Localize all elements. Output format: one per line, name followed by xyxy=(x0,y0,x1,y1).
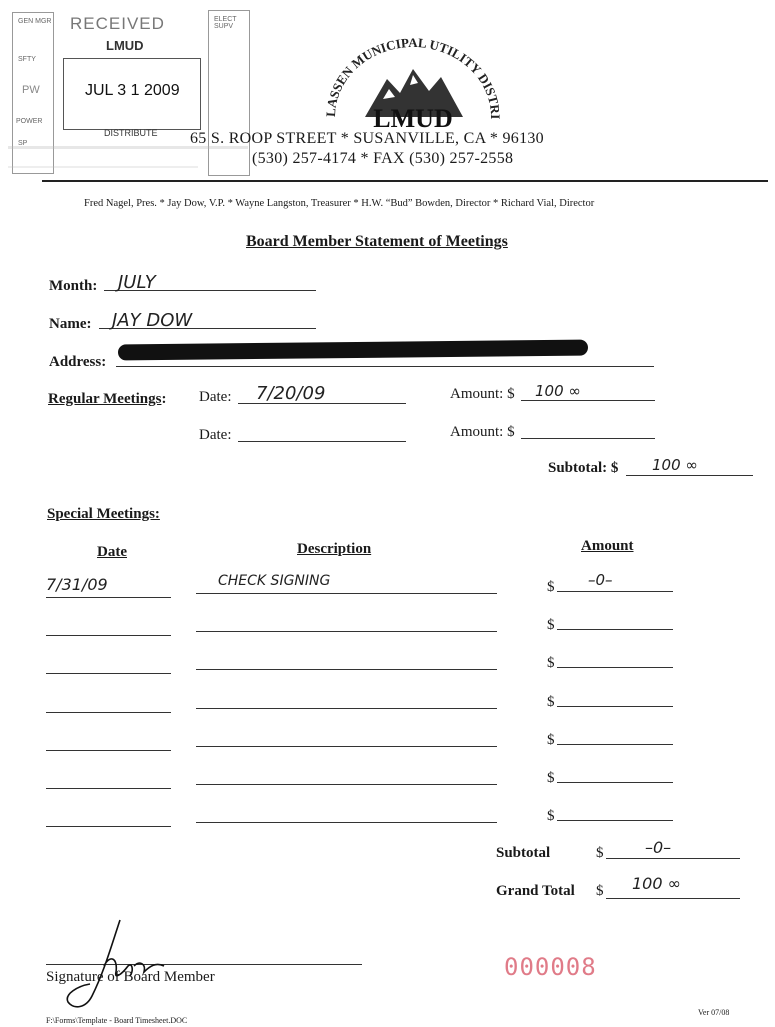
special-date-line xyxy=(46,673,171,674)
signature-scribble[interactable] xyxy=(60,914,180,1019)
special-amount-line xyxy=(557,591,673,592)
regular-meetings-label: Regular Meetings: xyxy=(48,391,167,407)
special-description-line xyxy=(196,784,497,785)
special-description-line xyxy=(196,631,497,632)
address-redaction xyxy=(118,340,588,361)
special-amount-line xyxy=(557,820,673,821)
name-value[interactable]: JAY DOW xyxy=(112,310,193,331)
regular-date-label-1: Date: xyxy=(199,389,232,405)
logo-arc-text: ASSEN MUNICIPAL UTILITY DIST xyxy=(325,35,500,109)
special-date-line xyxy=(46,750,171,751)
stamp-label-sp: SP xyxy=(18,140,28,147)
special-date-line xyxy=(46,597,171,598)
serial-number: 000008 xyxy=(504,953,597,981)
letterhead-phone: (530) 257-4174 * FAX (530) 257-2558 xyxy=(252,150,514,167)
grand-total-label: Grand Total xyxy=(496,883,575,899)
special-description-line xyxy=(196,822,497,823)
stamp-org-text: LMUD xyxy=(106,38,144,53)
special-subtotal-line xyxy=(606,858,740,859)
stamp-label-gen-mgr: GEN MGR xyxy=(18,18,52,25)
col-header-description: Description xyxy=(297,541,372,557)
regular-amount-label-1: Amount: $ xyxy=(450,386,515,402)
special-date-line xyxy=(46,635,171,636)
special-date-line xyxy=(46,788,171,789)
grand-total-line xyxy=(606,898,740,899)
special-amount-value[interactable]: –0– xyxy=(588,571,613,589)
regular-subtotal-label: Subtotal: $ xyxy=(548,460,619,476)
regular-amount-value-1[interactable]: 100 ∞ xyxy=(535,382,581,400)
special-subtotal-label: Subtotal xyxy=(496,845,551,861)
special-amount-dollar: $ xyxy=(547,655,555,672)
special-date-line xyxy=(46,712,171,713)
regular-date-label-2: Date: xyxy=(199,427,232,443)
grand-total-dollar: $ xyxy=(596,883,604,899)
month-label: Month: xyxy=(49,278,98,294)
special-amount-line xyxy=(557,782,673,783)
special-subtotal-dollar: $ xyxy=(596,845,604,861)
regular-amount-line-1 xyxy=(521,400,655,401)
month-value[interactable]: JULY xyxy=(118,272,156,293)
special-date-value[interactable]: 7/31/09 xyxy=(46,575,108,594)
special-amount-dollar: $ xyxy=(547,731,555,748)
special-description-line xyxy=(196,708,497,709)
officers-line: Fred Nagel, Pres. * Jay Dow, V.P. * Wayne Langston, Treasurer * H.W. “Bud” Bowden, Director * Richard Vial, Director xyxy=(84,198,595,209)
address-label: Address: xyxy=(49,354,107,370)
letterhead-address: 65 S. ROOP STREET * SUSANVILLE, CA * 96130 xyxy=(190,130,544,147)
form-title: Board Member Statement of Meetings xyxy=(246,233,508,250)
regular-amount-line-2 xyxy=(521,438,655,439)
regular-subtotal-value[interactable]: 100 ∞ xyxy=(652,456,698,474)
special-amount-line xyxy=(557,706,673,707)
address-line xyxy=(116,366,654,367)
col-header-amount: Amount xyxy=(581,538,634,554)
stamp-label-sfty: SFTY xyxy=(18,56,36,63)
regular-subtotal-line xyxy=(626,475,753,476)
special-amount-line xyxy=(557,744,673,745)
special-amount-dollar: $ xyxy=(547,617,555,634)
special-subtotal-value[interactable]: –0– xyxy=(645,838,672,857)
special-amount-line xyxy=(557,667,673,668)
special-date-line xyxy=(46,826,171,827)
file-path: F:\Forms\Template - Board Timesheet.DOC xyxy=(46,1016,188,1025)
letterhead-divider xyxy=(42,180,768,182)
special-amount-dollar: $ xyxy=(547,808,555,825)
stamp-label-elect-supv: ELECT SUPV xyxy=(214,16,237,30)
stamp-date: JUL 3 1 2009 xyxy=(85,82,180,99)
grand-total-value[interactable]: 100 ∞ xyxy=(632,874,681,893)
special-description-line xyxy=(196,593,497,594)
regular-date-value-1[interactable]: 7/20/09 xyxy=(256,383,326,404)
stamp-right-column xyxy=(208,10,250,176)
name-label: Name: xyxy=(49,316,92,332)
special-description-value[interactable]: CHECK SIGNING xyxy=(218,573,331,589)
signature-label: Signature of Board Member xyxy=(46,969,215,985)
regular-amount-label-2: Amount: $ xyxy=(450,424,515,440)
special-amount-dollar: $ xyxy=(547,770,555,786)
stamp-label-pw: PW xyxy=(22,84,40,96)
col-header-date: Date xyxy=(97,544,127,560)
logo-initials: LMUD xyxy=(373,104,453,133)
version-text: Ver 07/08 xyxy=(698,1008,730,1017)
special-description-line xyxy=(196,669,497,670)
stamp-received-text: RECEIVED xyxy=(70,14,165,33)
special-description-line xyxy=(196,746,497,747)
special-amount-dollar: $ xyxy=(547,579,555,595)
received-stamp xyxy=(8,6,253,174)
regular-date-line-2 xyxy=(238,441,406,442)
special-amount-line xyxy=(557,629,673,630)
lmud-logo xyxy=(325,35,500,135)
special-meetings-label: Special Meetings: xyxy=(47,506,160,522)
stamp-speckle xyxy=(8,166,198,168)
stamp-label-power: POWER xyxy=(16,118,43,125)
stamp-distribute: DISTRIBUTE xyxy=(104,128,158,138)
special-amount-dollar: $ xyxy=(547,693,555,710)
